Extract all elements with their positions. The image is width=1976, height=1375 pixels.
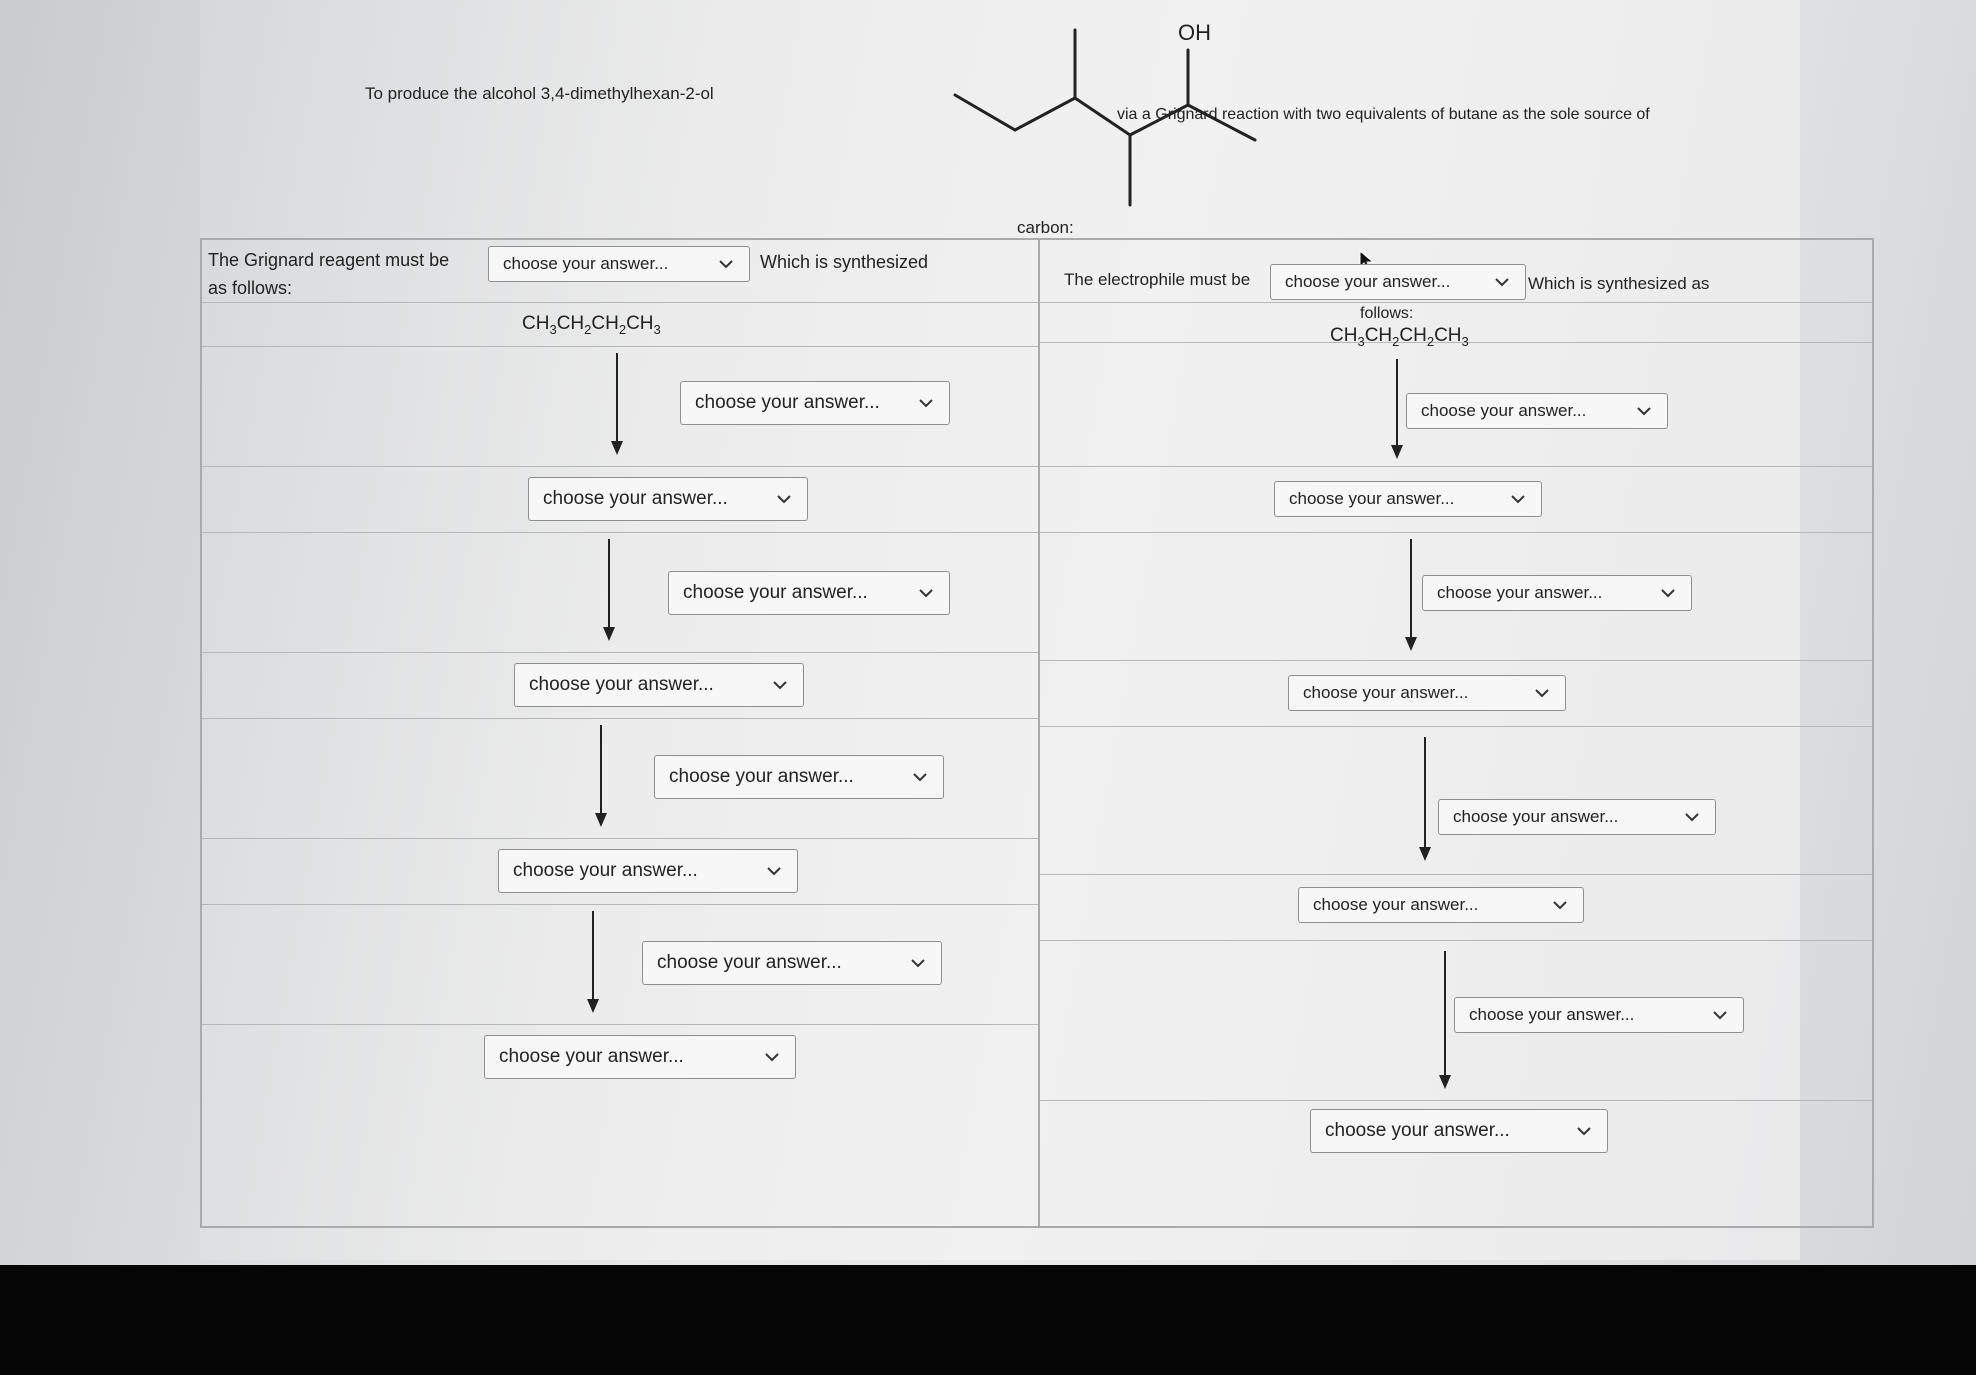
reaction-arrow-icon: [592, 911, 594, 1001]
intermediate-row: [1040, 875, 1872, 941]
chevron-down-icon: [1575, 1122, 1593, 1140]
intermediate-select[interactable]: choose your answer...: [1288, 675, 1566, 711]
reagent-select[interactable]: choose your answer...: [1422, 575, 1692, 611]
chevron-down-icon: [1683, 808, 1701, 826]
arrow-head-icon: [1391, 445, 1403, 459]
question-intro-text: To produce the alcohol 3,4-dimethylhexan-2-ol: [365, 84, 714, 103]
chevron-down-icon: [911, 768, 929, 786]
intermediate-row: [202, 467, 1038, 533]
chevron-down-icon: [1711, 1006, 1729, 1024]
chevron-down-icon: [763, 1048, 781, 1066]
arrow-head-icon: [1439, 1075, 1451, 1089]
electrophile-suffix-text: Which is synthesized as: [1528, 274, 1710, 293]
reaction-arrow-icon: [616, 353, 618, 443]
arrow-head-icon: [603, 627, 615, 641]
product-row: [202, 1025, 1038, 1091]
reaction-step-row: [202, 347, 1038, 467]
chevron-down-icon: [917, 394, 935, 412]
start-material-row: [1040, 303, 1872, 349]
intermediate-select[interactable]: choose your answer...: [498, 849, 798, 893]
electrophile-column: [1038, 238, 1874, 1228]
reaction-arrow-icon: [1444, 951, 1446, 1077]
chevron-down-icon: [775, 490, 793, 508]
intermediate-select[interactable]: choose your answer...: [1274, 481, 1542, 517]
reagent-select[interactable]: choose your answer...: [1406, 393, 1668, 429]
chevron-down-icon: [909, 954, 927, 972]
monitor-bezel: [0, 1265, 1976, 1375]
start-material-formula: $CH_3CH_2CH_2CH_3$: [1330, 325, 1469, 349]
grignard-reagent-select[interactable]: choose your answer...: [488, 246, 750, 282]
reagent-select[interactable]: choose your answer...: [668, 571, 950, 615]
reaction-arrow-icon: [608, 539, 610, 629]
reagent-select[interactable]: choose your answer...: [654, 755, 944, 799]
grignard-suffix-text-2: as follows:: [208, 278, 293, 298]
chevron-down-icon: [1635, 402, 1653, 420]
reaction-step-row: [1040, 343, 1872, 467]
intermediate-row: [1040, 467, 1872, 533]
intermediate-row: [202, 653, 1038, 719]
chevron-down-icon: [1493, 273, 1511, 291]
start-material-row: [202, 303, 1038, 347]
product-row: [1040, 1101, 1872, 1167]
arrow-head-icon: [1419, 847, 1431, 861]
chevron-down-icon: [1551, 896, 1569, 914]
chevron-down-icon: [1533, 684, 1551, 702]
reaction-arrow-icon: [600, 725, 602, 815]
chevron-down-icon: [717, 255, 735, 273]
electrophile-select[interactable]: choose your answer...: [1270, 264, 1526, 300]
electrophile-header: [1040, 240, 1872, 303]
chevron-down-icon: [917, 584, 935, 602]
grignard-prefix-text: The Grignard reagent must be: [208, 250, 450, 270]
reagent-select[interactable]: choose your answer...: [642, 941, 942, 985]
reaction-arrow-icon: [1410, 539, 1412, 639]
reaction-step-row: [1040, 533, 1872, 661]
chevron-down-icon: [1659, 584, 1677, 602]
chevron-down-icon: [765, 862, 783, 880]
question-intro-continued: via a Grignard reaction with two equivalents of butane as the sole source of: [1117, 106, 1650, 123]
reaction-step-row: [202, 533, 1038, 653]
reaction-step-row: [202, 905, 1038, 1025]
reaction-arrow-icon: [1396, 359, 1398, 447]
electrophile-prefix-text: The electrophile must be: [1064, 270, 1251, 289]
reaction-step-row: [202, 719, 1038, 839]
reaction-step-row: [1040, 727, 1872, 875]
reagent-select[interactable]: choose your answer...: [1454, 997, 1744, 1033]
intermediate-select[interactable]: choose your answer...: [514, 663, 804, 707]
product-select[interactable]: choose your answer...: [1310, 1109, 1608, 1153]
chevron-down-icon: [771, 676, 789, 694]
intermediate-row: [202, 839, 1038, 905]
grignard-header: [202, 240, 1038, 303]
reaction-arrow-icon: [1424, 737, 1426, 849]
intermediate-select[interactable]: choose your answer...: [528, 477, 808, 521]
oh-label: OH: [1178, 20, 1211, 45]
reagent-select[interactable]: choose your answer...: [1438, 799, 1716, 835]
arrow-head-icon: [1405, 637, 1417, 651]
electrophile-suffix-text-2: follows:: [1360, 305, 1414, 322]
question-intro-carbon: carbon:: [1017, 218, 1074, 237]
arrow-head-icon: [587, 999, 599, 1013]
intermediate-select[interactable]: choose your answer...: [1298, 887, 1584, 923]
arrow-head-icon: [595, 813, 607, 827]
arrow-head-icon: [611, 441, 623, 455]
chevron-down-icon: [1509, 490, 1527, 508]
start-material-formula: $CH_3CH_2CH_2CH_3$: [522, 313, 661, 337]
intermediate-row: [1040, 661, 1872, 727]
reaction-step-row: [1040, 941, 1872, 1101]
reagent-select[interactable]: choose your answer...: [680, 381, 950, 425]
product-select[interactable]: choose your answer...: [484, 1035, 796, 1079]
grignard-column: [200, 238, 1040, 1228]
grignard-suffix-text: Which is synthesized: [760, 252, 929, 272]
